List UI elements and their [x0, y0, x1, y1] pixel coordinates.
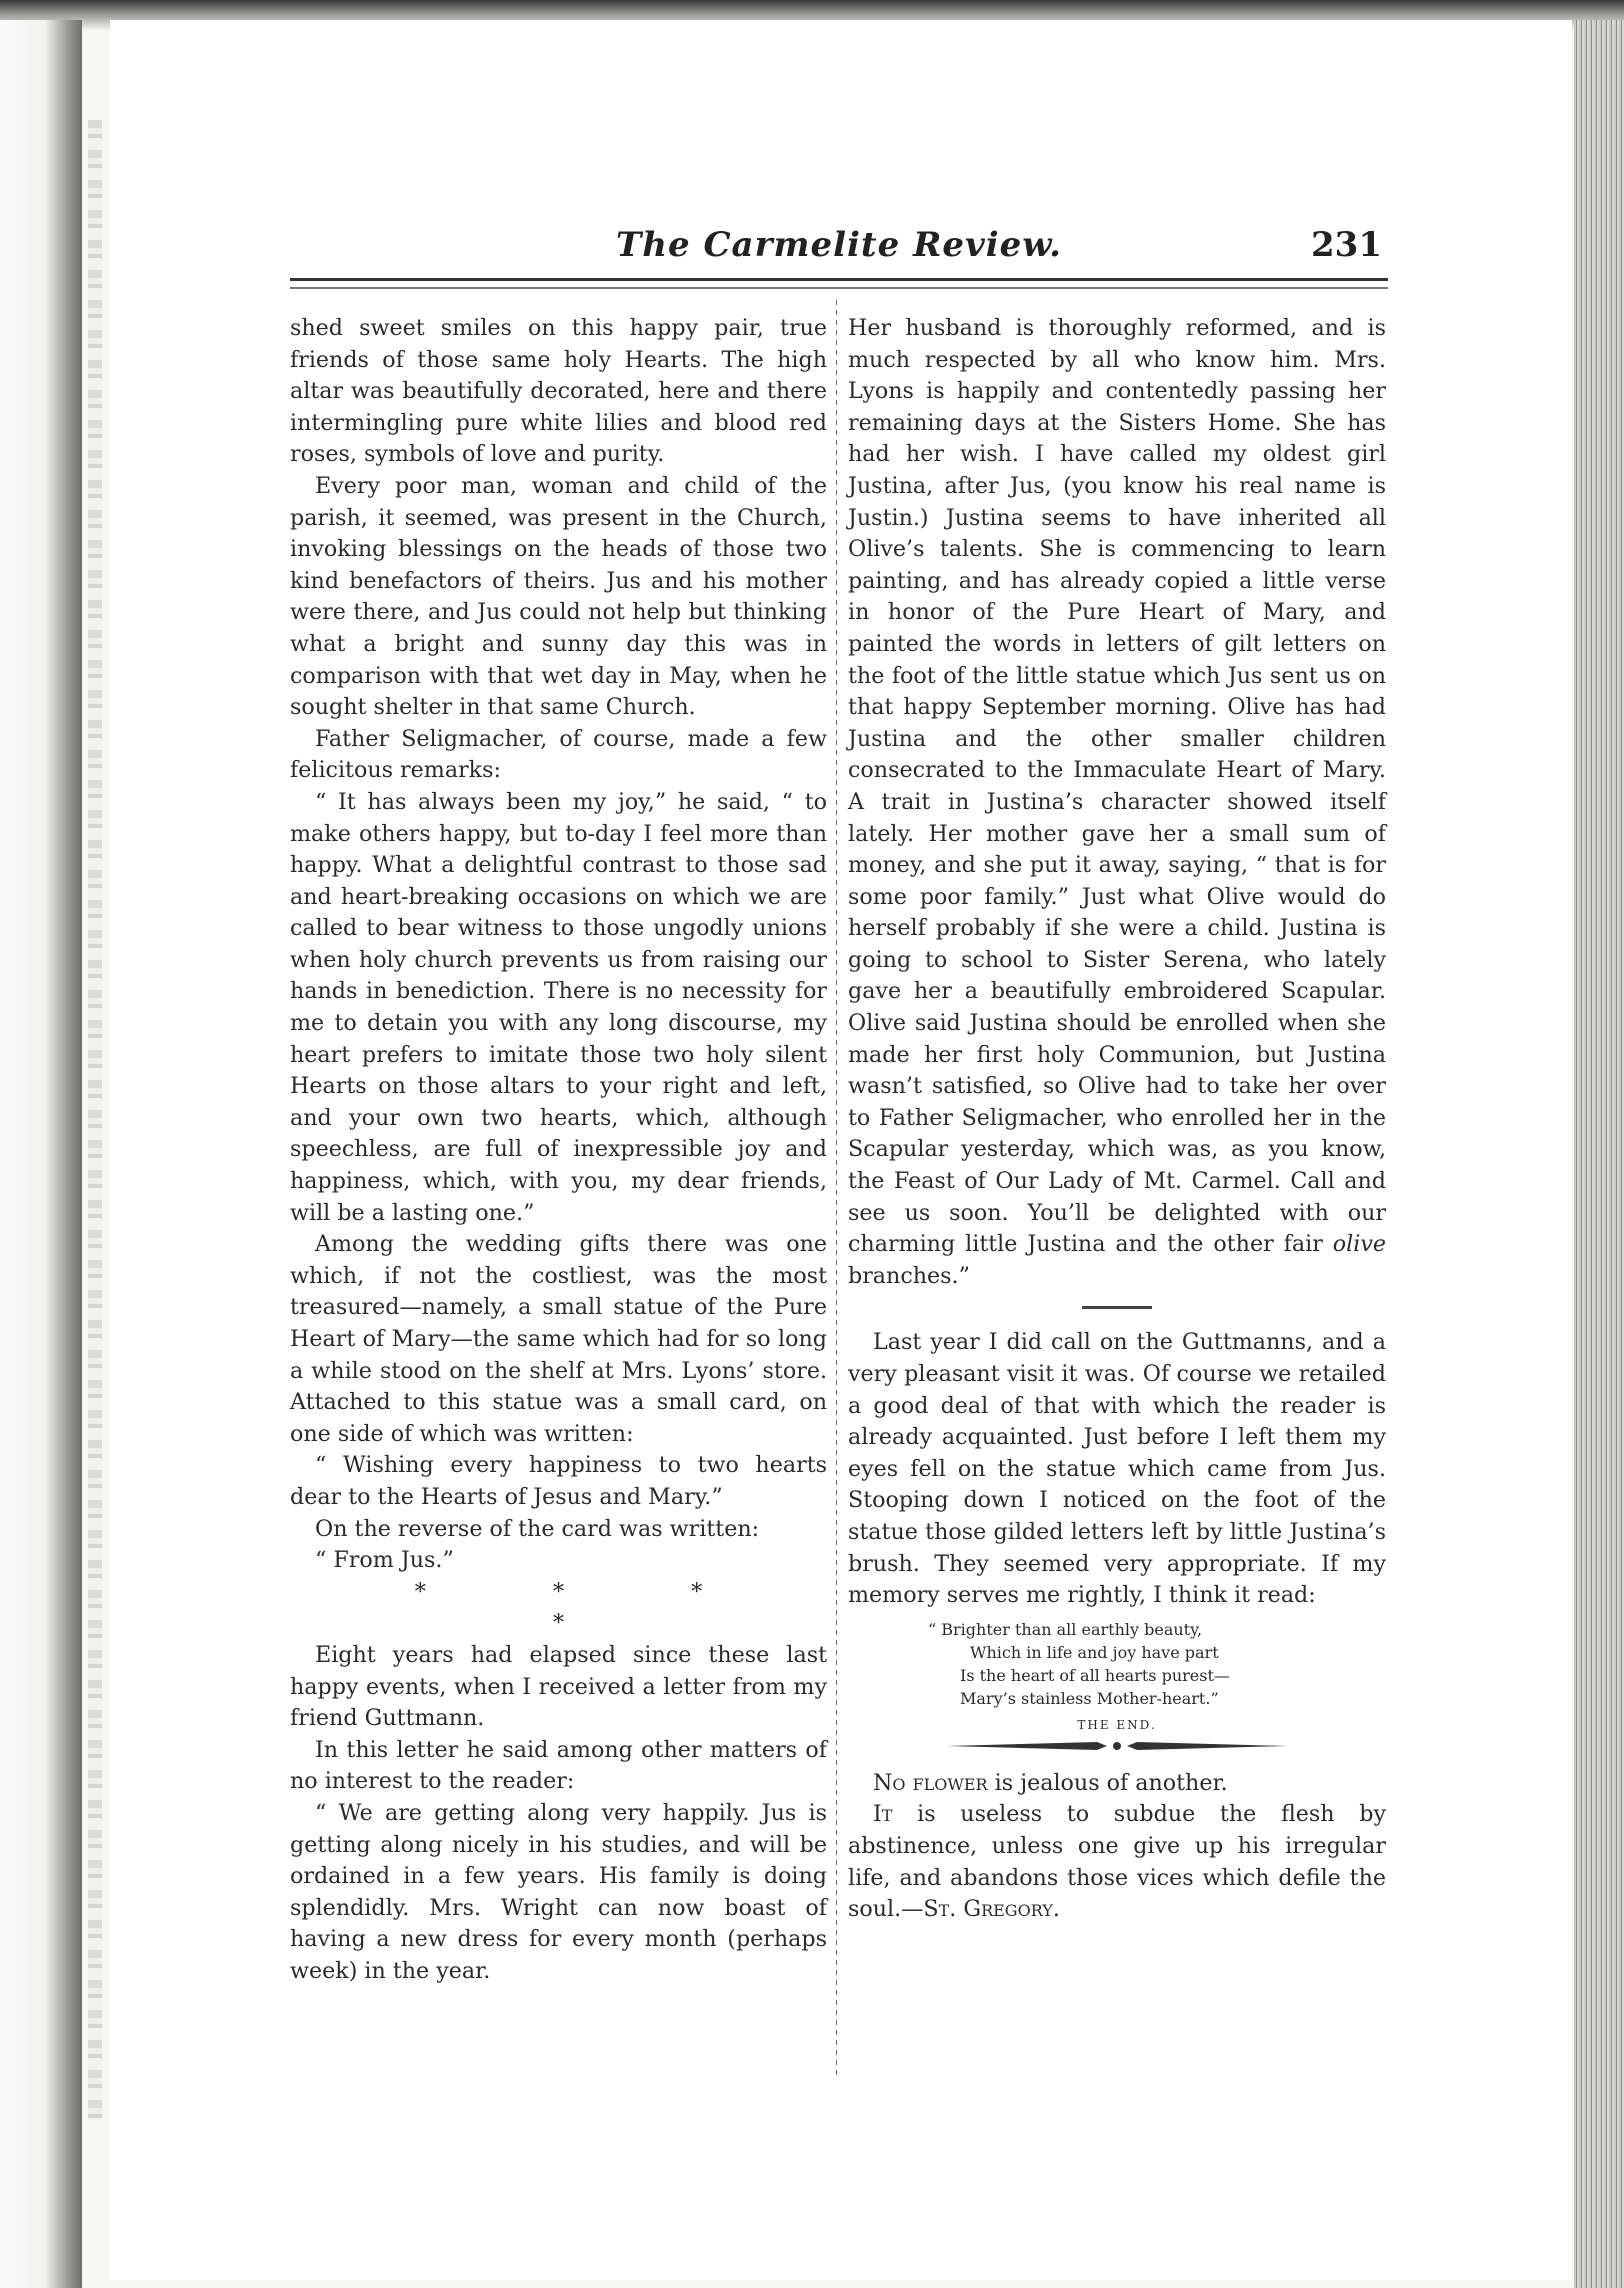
poem-line: Mary’s stainless Mother-heart.”	[960, 1688, 1219, 1708]
page-title: The Carmelite Review.	[616, 225, 1062, 265]
maxim-text: is useless to subdue the flesh by abstinence, unless one give up his irregular life, and abandons those vices which defile the soul.—	[848, 1801, 1386, 1923]
maxim-text: is jealous of another.	[994, 1769, 1228, 1796]
header-rule	[290, 278, 1388, 281]
card-signature: “ From Jus.”	[315, 1547, 454, 1574]
page-stack-edge	[1574, 20, 1624, 2288]
italic-word: olive	[1332, 1231, 1386, 1258]
page-number: 231	[1311, 225, 1382, 265]
paragraph: Eight years had elapsed since these last happy events, when I received a letter from my friend Guttmann.	[290, 1641, 827, 1732]
poem-line: Which in life and joy have part	[970, 1642, 1219, 1662]
paragraph: Last year I did call on the Guttmanns, and a very pleasant visit it was. Of course we retailed a good deal of that with which the reader is already acquainted. Just before I left them my eyes fell on the statue which came from Jus. Stooping down I noticed on the foot of the statue those gilded letters left by little Justina’s brush. They seemed very appropriate. If my memory serves me rightly, I think it read:	[848, 1329, 1386, 1609]
poem-line: “ Brighter than all earthly beauty,	[928, 1619, 1203, 1639]
binding-gutter	[88, 120, 102, 2120]
left-column	[290, 313, 827, 1987]
paragraph: Every poor man, woman and child of the parish, it seemed, was present in the Church, invoking blessings on the heads of those two kind benefactors of theirs. Jus and his mother were there, and Jus could not help but thinking what a bright and sunny day this was in comparison with that wet day in May, when he sought shelter in that same Church.	[290, 472, 827, 721]
short-divider	[1082, 1306, 1152, 1309]
paragraph: On the reverse of the card was written:	[315, 1515, 760, 1542]
the-end-label: THE END.	[1077, 1717, 1157, 1732]
poem-line: Is the heart of all hearts purest—	[960, 1665, 1230, 1685]
maxim	[848, 1768, 1386, 1800]
letter-text-end: branches.”	[848, 1262, 970, 1289]
poem	[848, 1618, 1386, 1710]
section-break-stars: * * * *	[414, 1578, 763, 1637]
paragraph: shed sweet smiles on this happy pair, true friends of those same holy Hearts. The high altar was beautifully decorated, here and there intermingling pure white lilies and blood red roses, symbols of love and purity.	[290, 315, 827, 468]
paragraph: Father Seligmacher, of course, made a few felicitous remarks:	[290, 725, 827, 784]
running-header	[290, 225, 1388, 275]
maxim-lead: No flower	[873, 1769, 988, 1796]
ornamental-rule	[947, 1738, 1287, 1754]
maxim-attribution: St. Gregory.	[923, 1896, 1060, 1923]
maxim	[848, 1799, 1386, 1925]
letter-paragraph: “ We are getting along very happily. Jus is getting along nicely in his studies, and will be ordained in a few years. His family is doing splendidly. Mrs. Wright can now boast of having a new dress for every month (perhaps week) in the year.	[290, 1799, 827, 1984]
header-rule-thin	[290, 287, 1388, 289]
maxim-lead: It	[873, 1801, 893, 1828]
letter-paragraph	[848, 313, 1386, 1292]
facing-page-edge	[0, 20, 82, 2288]
card-text: “ Wishing every happiness to two hearts dear to the Hearts of Jesus and Mary.”	[290, 1452, 827, 1510]
quote-paragraph: “ It has always been my joy,” he said, “ to make others happy, but to-day I feel more than happy. What a delightful contrast to those sad and heart-breaking occasions on which we are called to bear witness to those ungodly unions when holy church prevents us from raising our hands in benediction. There is no necessity for me to detain you with any long discourse, my heart prefers to imitate those two holy silent Hearts on those altars to your right and left, and your own two hearts, which, although speechless, are full of inexpressible joy and happiness, which, with you, my dear friends, will be a lasting one.”	[290, 788, 827, 1226]
paragraph: In this letter he said among other matters of no interest to the reader:	[290, 1736, 827, 1795]
right-column	[848, 313, 1386, 1926]
paragraph: Among the wedding gifts there was one which, if not the costliest, was the most treasured—namely, a small statue of the Pure Heart of Mary—the same which had for so long a while stood on the shelf at Mrs. Lyons’ store. Attached to this statue was a small card, on one side of which was written:	[290, 1231, 827, 1447]
letter-text: Her husband is thoroughly reformed, and is much respected by all who know him. Mrs. Lyons is happily and contentedly passing her remaining days at the Sisters Home. She has had her wish. I have called my oldest girl Justina, after Jus, (you know his real name is Justin.) Justina seems to have inherited all Olive’s talents. She is commencing to learn painting, and has already copied a little verse in honor of the Pure Heart of Mary, and painted the words in letters of gilt letters on the foot of the little statue which Jus sent us on that happy September morning. Olive has had Justina and the other smaller children consecrated to the Immaculate Heart of Mary. A trait in Justina’s character showed itself lately. Her mother gave her a small sum of money, and she put it away, saying, “ that is for some poor family.” Just what Olive would do herself probably if she were a child. Justina is going to school to Sister Serena, who lately gave her a beautifully embroidered Scapular. Olive said Justina should be enrolled when she made her first holy Communion, but Justina wasn’t satisfied, so Olive had to take her over to Father Seligmacher, who enrolled her in the Scapular yesterday, which was, as you know, the Feast of Our Lady of Mt. Carmel. Call and see us soon. You’ll be delighted with our charming little Justina and the other fair	[848, 315, 1386, 1258]
column-divider	[836, 300, 837, 2075]
